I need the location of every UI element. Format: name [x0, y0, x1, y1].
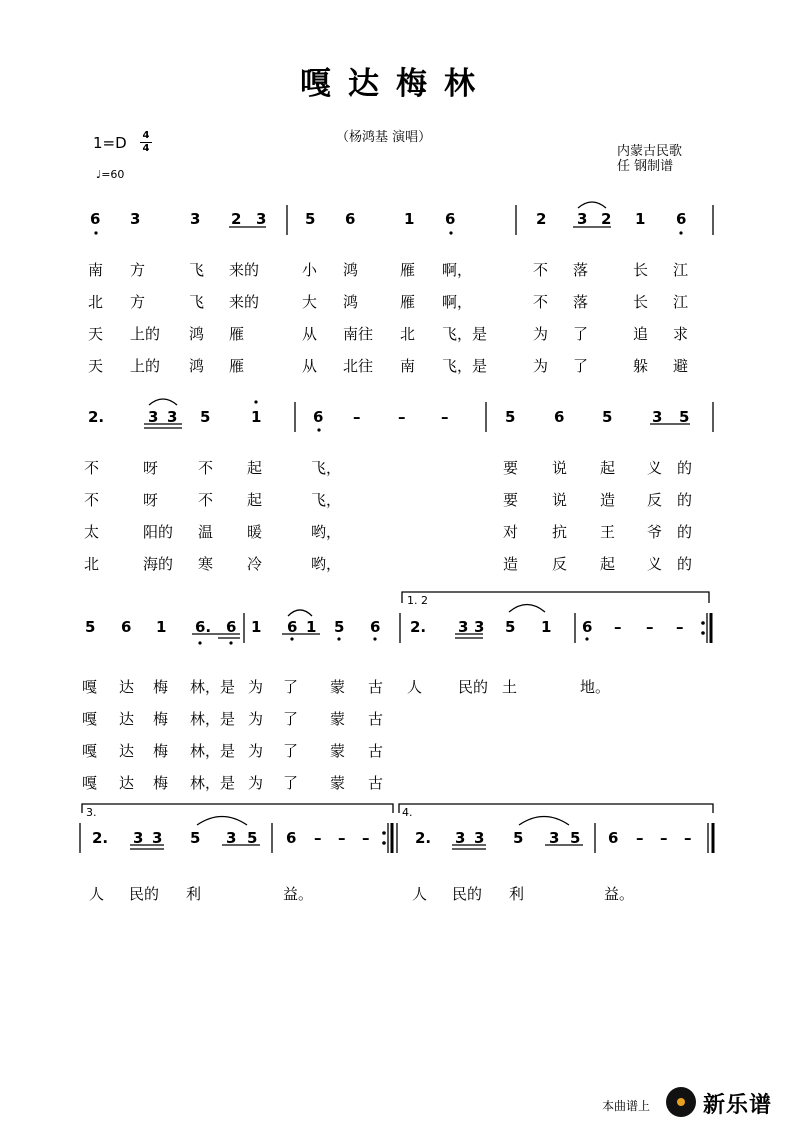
lyric: 起 — [600, 459, 616, 477]
note: 2 — [601, 210, 612, 228]
lyric: 飞 — [189, 293, 205, 311]
lyric: 飞， — [311, 491, 342, 509]
lyric: 从 — [302, 325, 318, 343]
note: 3 — [167, 408, 178, 426]
key-signature: 1=D — [93, 134, 127, 152]
note: 5 — [190, 829, 201, 847]
song-title: 嘎达梅林 — [300, 66, 492, 102]
note: 2 — [536, 210, 547, 228]
octave-dot — [585, 637, 588, 640]
lyric: 落 — [573, 293, 589, 311]
lyric: 林，是 — [190, 678, 236, 696]
lyric: 长 — [633, 293, 649, 311]
meter-top: 4 — [142, 130, 150, 141]
lyric: 哟， — [311, 523, 342, 541]
note: 3 — [130, 210, 141, 228]
slur — [197, 817, 247, 826]
repeat-dot — [701, 621, 705, 625]
lyric: 雁 — [400, 261, 416, 279]
lyric: 南往 — [343, 325, 374, 343]
lyric: 抗 — [552, 523, 568, 541]
note: 3 — [474, 618, 485, 636]
lyric: 江 — [673, 261, 689, 279]
lyric: 达 — [119, 678, 135, 696]
note: 6. — [195, 618, 212, 636]
lyric: 反 — [647, 491, 663, 509]
lyric: 古 — [368, 774, 384, 792]
lyric: 起 — [247, 459, 263, 477]
note: 5 — [602, 408, 613, 426]
lyric: 林，是 — [190, 742, 236, 760]
lyric: 躲 — [633, 357, 649, 375]
note: 3 — [148, 408, 159, 426]
octave-dot — [373, 637, 376, 640]
lyric: 土 — [502, 678, 518, 696]
lyric: 民的 — [452, 885, 483, 903]
note: 6 — [226, 618, 237, 636]
lyric: 呀 — [143, 491, 159, 509]
lyric: 梅 — [153, 742, 169, 760]
lyric: 南 — [400, 357, 416, 375]
lyric: 小 — [302, 261, 318, 279]
note: 3 — [190, 210, 201, 228]
lyric: 北 — [88, 293, 104, 311]
note: 3 — [455, 829, 466, 847]
lyric: 呀 — [143, 459, 159, 477]
lyric: 鸿 — [343, 261, 359, 279]
note: 2. — [88, 408, 105, 426]
lyric: 为 — [533, 357, 549, 375]
arranger-credit: 任 钢制谱 — [617, 159, 674, 174]
lyric: 林，是 — [190, 710, 236, 728]
note: 3 — [256, 210, 267, 228]
lyric: 的 — [677, 459, 693, 477]
lyric: 不 — [533, 293, 549, 311]
lyric: 古 — [368, 710, 384, 728]
lyric: 啊， — [442, 261, 473, 279]
lyric: 蒙 — [330, 742, 346, 760]
octave-dot — [337, 637, 340, 640]
note: 3 — [458, 618, 469, 636]
lyric: 不 — [198, 459, 214, 477]
note: 5 — [85, 618, 96, 636]
performer-credit: （杨鸿基 演唱） — [336, 130, 432, 145]
lyric: 义 — [647, 459, 663, 477]
note: 6 — [370, 618, 381, 636]
octave-dot — [449, 231, 452, 234]
note: 6 — [313, 408, 324, 426]
note: 2. — [410, 618, 427, 636]
lyric: 鸿 — [189, 325, 205, 343]
dash: – — [636, 829, 644, 847]
octave-dot — [290, 637, 293, 640]
lyric: 利 — [186, 885, 202, 903]
lyric: 嘎 — [82, 710, 98, 728]
lyric: 对 — [503, 523, 519, 541]
song-origin: 内蒙古民歌 — [617, 144, 683, 159]
watermark-prefix: 本曲谱上 — [602, 1099, 651, 1113]
note: 3 — [226, 829, 237, 847]
note: 6 — [287, 618, 298, 636]
tempo-value: =60 — [101, 168, 125, 181]
lyric: 上的 — [130, 357, 161, 375]
lyric: 地。 — [580, 678, 611, 696]
octave-dot — [254, 400, 257, 403]
slur — [578, 202, 606, 208]
quarter-note-icon: ♩ — [96, 168, 102, 181]
lyric: 古 — [368, 742, 384, 760]
note: 5 — [570, 829, 581, 847]
dash: – — [676, 618, 684, 636]
note: 3 — [577, 210, 588, 228]
lyric: 爷 — [647, 523, 663, 541]
lyric: 暖 — [247, 523, 263, 541]
lyric: 不 — [533, 261, 549, 279]
note: 6 — [554, 408, 565, 426]
lyric: 利 — [509, 885, 525, 903]
lyric: 嘎 — [82, 678, 98, 696]
lyric: 寒 — [198, 555, 214, 573]
lyric: 太 — [84, 523, 100, 541]
dash: – — [646, 618, 654, 636]
lyric: 冷 — [247, 555, 263, 573]
lyric: 人 — [89, 885, 105, 903]
note: 2. — [92, 829, 109, 847]
lyric: 为 — [248, 678, 264, 696]
dash: – — [314, 829, 322, 847]
lyric: 的 — [677, 523, 693, 541]
note: 1 — [251, 618, 262, 636]
slur — [288, 610, 312, 616]
lyric: 追 — [633, 325, 649, 343]
note: 6 — [676, 210, 687, 228]
lyric: 起 — [247, 491, 263, 509]
lyric: 梅 — [153, 678, 169, 696]
octave-dot — [679, 231, 682, 234]
volta-label: 3. — [86, 806, 97, 819]
note: 2 — [231, 210, 242, 228]
record-disc-icon — [666, 1087, 696, 1117]
note: 1 — [541, 618, 552, 636]
lyric: 啊， — [442, 293, 473, 311]
lyric: 民的 — [129, 885, 160, 903]
lyric: 不 — [84, 491, 100, 509]
lyric: 了 — [283, 774, 299, 792]
lyric: 要 — [503, 459, 519, 477]
meter-bottom: 4 — [140, 142, 152, 155]
lyric: 林，是 — [190, 774, 236, 792]
note: 1 — [404, 210, 415, 228]
lyric: 为 — [533, 325, 549, 343]
note: 3 — [652, 408, 663, 426]
lyric: 天 — [88, 357, 104, 375]
lyric: 梅 — [153, 710, 169, 728]
lyric: 北往 — [343, 357, 374, 375]
brand-name: 新乐谱 — [703, 1093, 773, 1118]
lyric: 求 — [673, 325, 689, 343]
note: 6 — [121, 618, 132, 636]
note: 5 — [334, 618, 345, 636]
lyric: 雁 — [400, 293, 416, 311]
lyric: 雁 — [229, 357, 245, 375]
lyric: 北 — [84, 555, 100, 573]
lyric: 的 — [677, 555, 693, 573]
lyric: 不 — [84, 459, 100, 477]
repeat-dot — [701, 631, 705, 635]
dash: – — [660, 829, 668, 847]
lyric: 阳的 — [143, 523, 174, 541]
repeat-dot — [382, 831, 386, 835]
note: 6 — [582, 618, 593, 636]
lyric: 江 — [673, 293, 689, 311]
note: 1 — [251, 408, 262, 426]
note: 1 — [635, 210, 646, 228]
note: 6 — [445, 210, 456, 228]
lyric: 鸿 — [343, 293, 359, 311]
dash: – — [614, 618, 622, 636]
lyric: 飞，是 — [442, 325, 488, 343]
lyric: 大 — [302, 293, 318, 311]
lyric: 民的 — [458, 678, 489, 696]
lyric: 北 — [400, 325, 416, 343]
note: 1 — [156, 618, 167, 636]
note: 6 — [345, 210, 356, 228]
lyric: 蒙 — [330, 774, 346, 792]
lyric: 达 — [119, 774, 135, 792]
note: 3 — [549, 829, 560, 847]
octave-dot — [198, 641, 201, 644]
note: 6 — [286, 829, 297, 847]
volta-label: 4. — [402, 806, 413, 819]
note: 6 — [90, 210, 101, 228]
repeat-dot — [382, 841, 386, 845]
lyric: 不 — [198, 491, 214, 509]
lyric: 鸿 — [189, 357, 205, 375]
dash: – — [338, 829, 346, 847]
lyric: 蒙 — [330, 678, 346, 696]
lyric: 造 — [600, 491, 616, 509]
note: 5 — [505, 618, 516, 636]
dash: – — [684, 829, 692, 847]
lyric: 上的 — [130, 325, 161, 343]
lyric: 益。 — [283, 885, 314, 903]
note: 2. — [415, 829, 432, 847]
lyric: 说 — [552, 491, 568, 509]
lyric: 了 — [573, 325, 589, 343]
lyric: 王 — [600, 523, 616, 541]
lyric: 天 — [88, 325, 104, 343]
lyric: 飞 — [189, 261, 205, 279]
note: 5 — [247, 829, 258, 847]
lyric: 飞，是 — [442, 357, 488, 375]
lyric: 的 — [677, 491, 693, 509]
lyric: 义 — [647, 555, 663, 573]
lyric: 海的 — [143, 555, 174, 573]
lyric: 嘎 — [82, 774, 98, 792]
lyric: 来的 — [229, 293, 260, 311]
lyric: 南 — [88, 261, 104, 279]
octave-dot — [317, 428, 320, 431]
lyric: 起 — [600, 555, 616, 573]
volta-bracket — [402, 592, 709, 603]
lyric: 古 — [368, 678, 384, 696]
lyric: 人 — [407, 678, 423, 696]
note: 5 — [200, 408, 211, 426]
note: 1 — [306, 618, 317, 636]
octave-dot — [229, 641, 232, 644]
octave-dot — [94, 231, 97, 234]
lyric: 蒙 — [330, 710, 346, 728]
lyric: 梅 — [153, 774, 169, 792]
lyric: 为 — [248, 774, 264, 792]
lyric: 方 — [130, 293, 146, 311]
lyric: 了 — [573, 357, 589, 375]
lyric: 反 — [552, 555, 568, 573]
lyric: 方 — [130, 261, 146, 279]
lyric: 了 — [283, 678, 299, 696]
note: 3 — [474, 829, 485, 847]
lyric: 人 — [412, 885, 428, 903]
lyric: 落 — [573, 261, 589, 279]
slur — [149, 399, 177, 405]
dash: – — [441, 408, 449, 426]
lyric: 了 — [283, 710, 299, 728]
lyric: 为 — [248, 710, 264, 728]
lyric: 益。 — [604, 885, 635, 903]
note: 5 — [679, 408, 690, 426]
dash: – — [353, 408, 361, 426]
lyric: 温 — [198, 523, 214, 541]
note: 6 — [608, 829, 619, 847]
dash: – — [398, 408, 406, 426]
lyric: 说 — [552, 459, 568, 477]
note: 3 — [133, 829, 144, 847]
lyric: 长 — [633, 261, 649, 279]
lyric: 从 — [302, 357, 318, 375]
slur — [519, 817, 569, 826]
lyric: 避 — [673, 357, 689, 375]
dash: – — [362, 829, 370, 847]
lyric: 飞， — [311, 459, 342, 477]
lyric: 了 — [283, 742, 299, 760]
lyric: 嘎 — [82, 742, 98, 760]
lyric: 雁 — [229, 325, 245, 343]
lyric: 达 — [119, 710, 135, 728]
lyric: 为 — [248, 742, 264, 760]
lyric: 达 — [119, 742, 135, 760]
note: 5 — [305, 210, 316, 228]
slur — [509, 605, 545, 613]
volta-bracket — [399, 804, 713, 813]
note: 3 — [152, 829, 163, 847]
lyric: 要 — [503, 491, 519, 509]
lyric: 来的 — [229, 261, 260, 279]
lyric: 哟， — [311, 555, 342, 573]
note: 5 — [513, 829, 524, 847]
volta-label: 1. 2 — [407, 594, 428, 607]
note: 5 — [505, 408, 516, 426]
volta-bracket — [82, 804, 393, 813]
lyric: 造 — [503, 555, 519, 573]
